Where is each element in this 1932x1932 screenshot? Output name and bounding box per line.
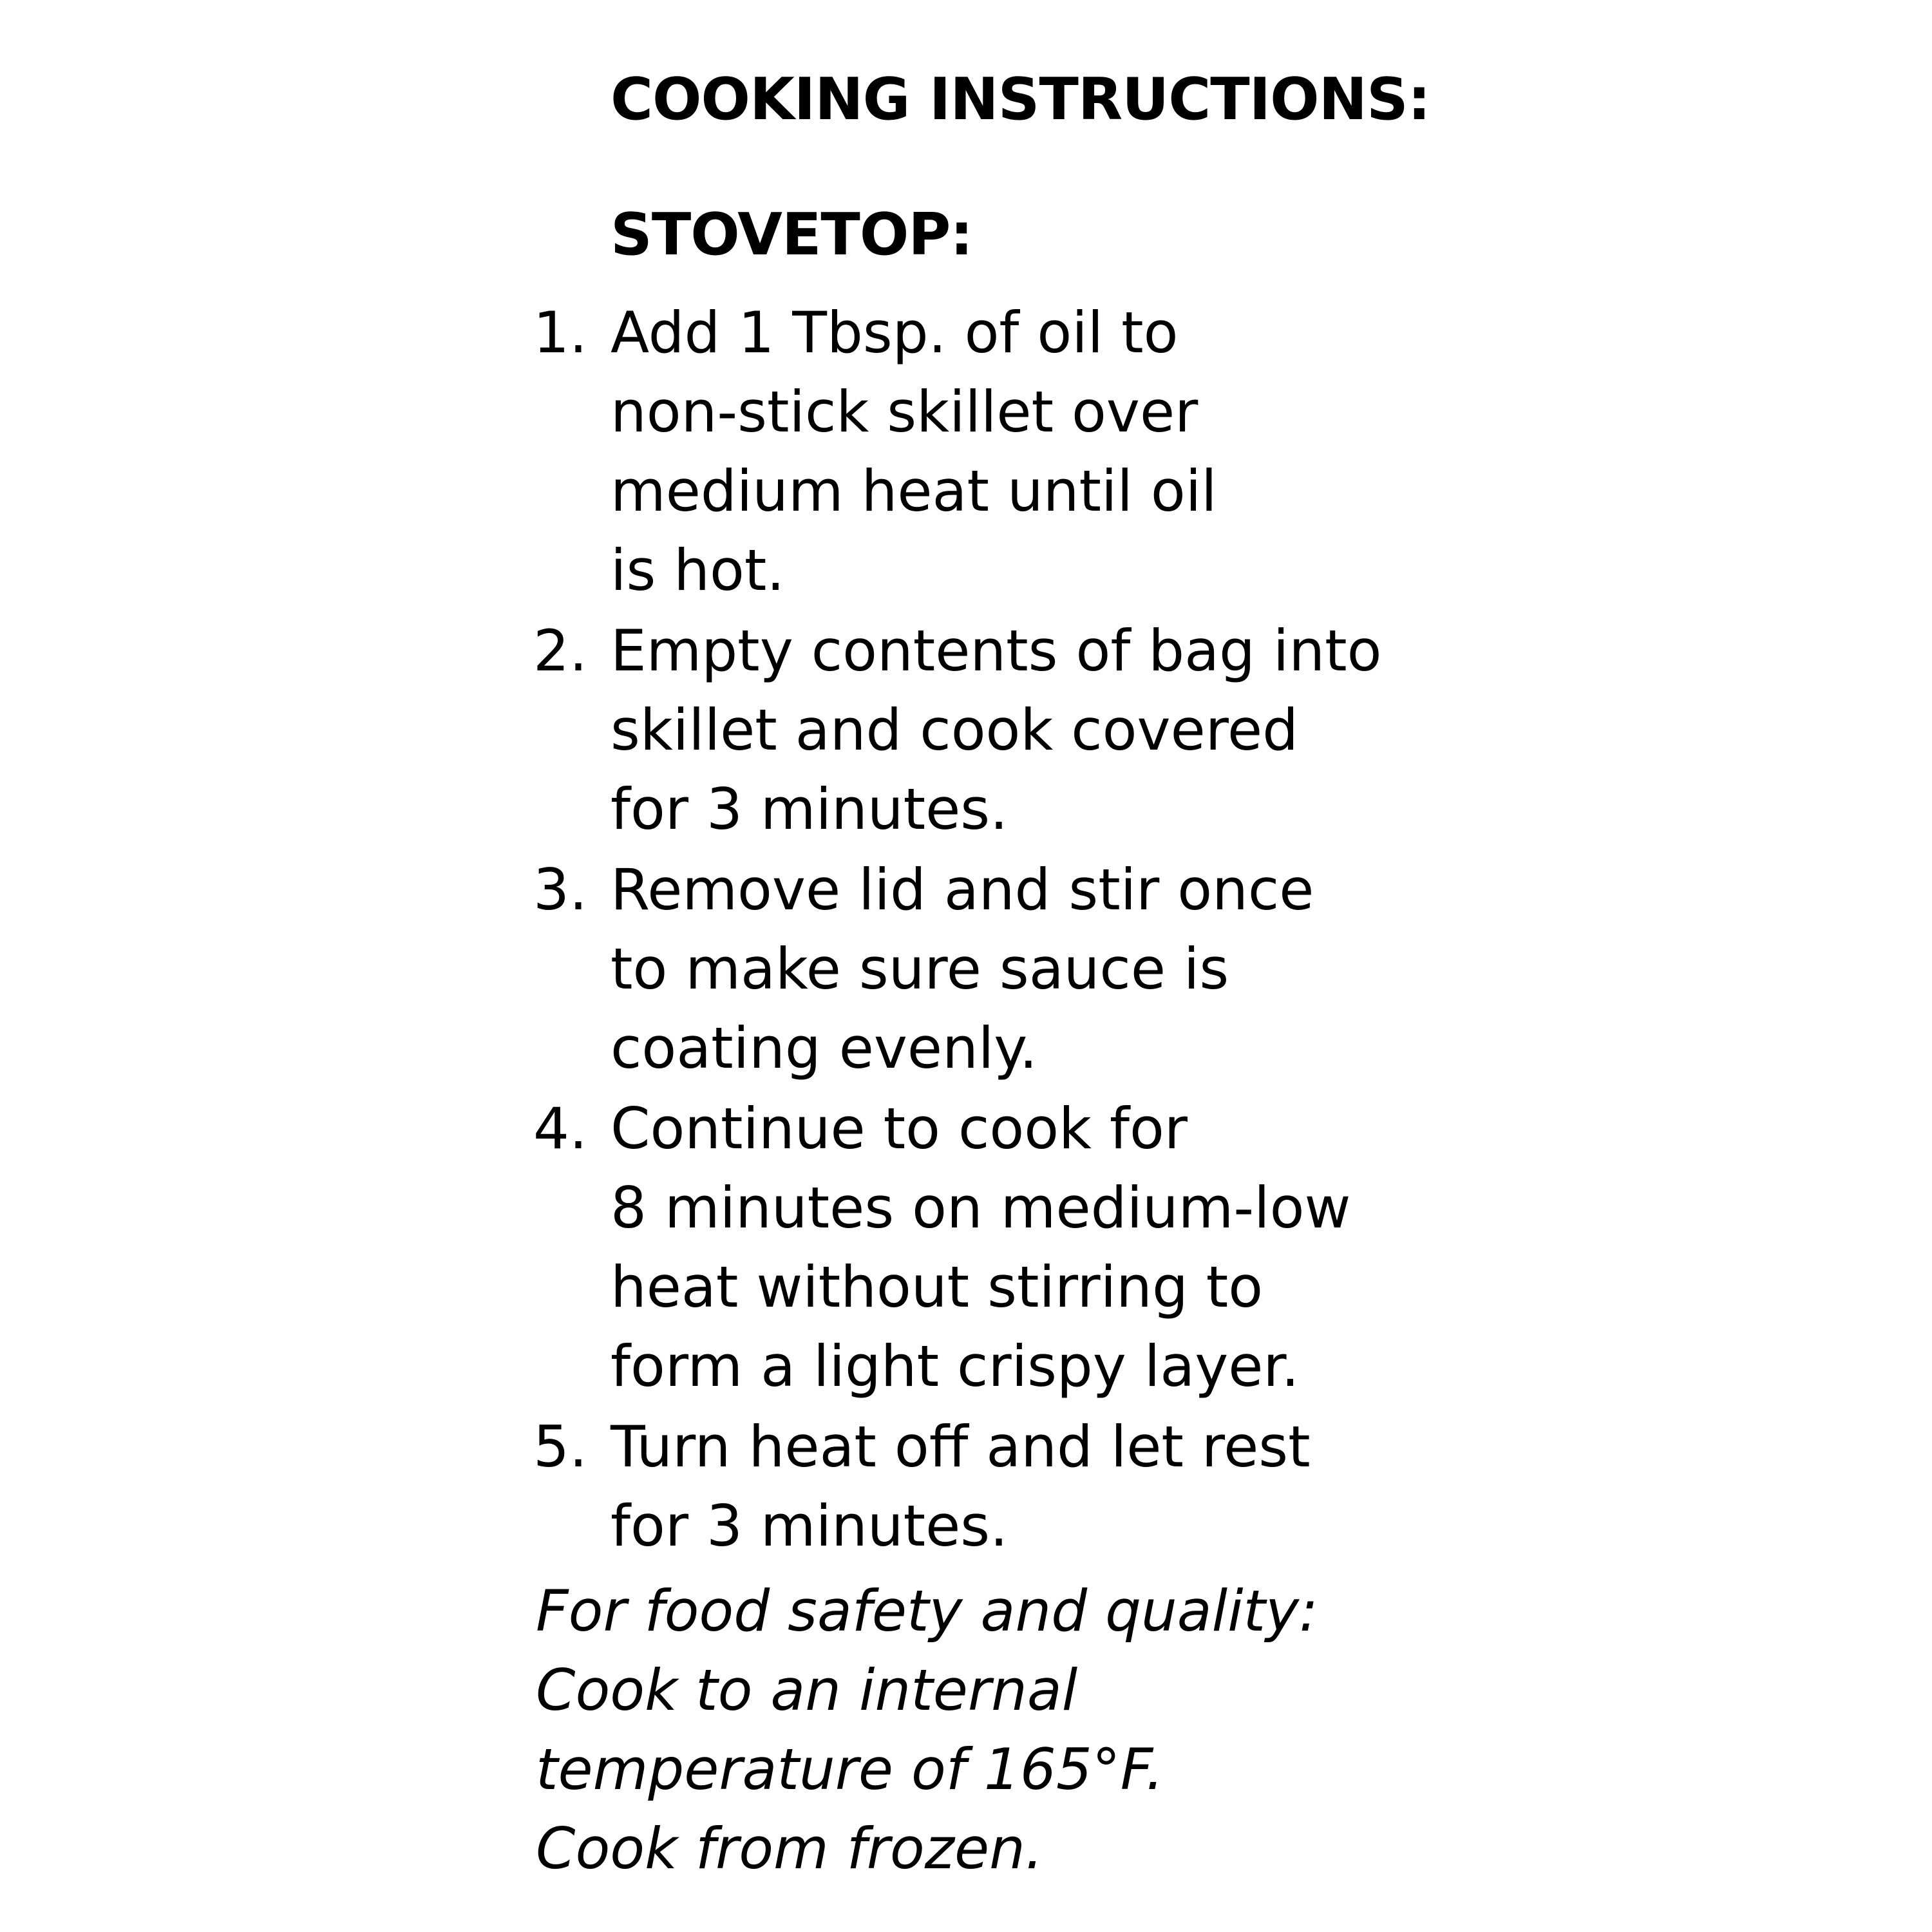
step-number: 4. <box>533 1095 587 1162</box>
step-number: 2. <box>533 618 587 684</box>
step-number: 3. <box>533 857 587 923</box>
step-text-line: medium heat until oil <box>611 458 1217 524</box>
step-text-line: non-stick skillet over <box>611 379 1198 445</box>
step-text-line: Turn heat off and let rest <box>611 1414 1311 1480</box>
step-text-line: is hot. <box>611 537 785 603</box>
step-text-line: for 3 minutes. <box>611 776 1009 842</box>
note-line: Cook from frozen. <box>536 1815 1043 1882</box>
step-number: 5. <box>533 1414 587 1480</box>
step-text-line: Add 1 Tbsp. of oil to <box>611 299 1179 366</box>
instruction-steps-list <box>0 293 1932 1567</box>
step-text-line: Continue to cook for <box>611 1095 1188 1162</box>
step-text-line: Empty contents of bag into <box>611 618 1382 684</box>
step-text-line: skillet and cook covered <box>611 697 1298 763</box>
step-text-line: for 3 minutes. <box>611 1493 1009 1559</box>
step-text-line: coating evenly. <box>611 1015 1037 1081</box>
step-text-line: 8 minutes on medium-low <box>611 1175 1351 1241</box>
step-5 <box>0 1407 1932 1566</box>
note-line: temperature of 165°F. <box>536 1736 1164 1803</box>
page-title: COOKING INSTRUCTIONS: <box>611 66 1430 133</box>
step-number: 1. <box>533 299 587 366</box>
note-line: Cook to an internal <box>536 1657 1078 1723</box>
section-heading-stovetop: STOVETOP: <box>611 201 973 269</box>
step-text-line: form a light crispy layer. <box>611 1333 1300 1399</box>
step-4 <box>0 1089 1932 1406</box>
step-text-line: heat without stirring to <box>611 1254 1264 1320</box>
note-line: For food safety and quality: <box>536 1578 1318 1644</box>
step-2 <box>0 611 1932 849</box>
step-3 <box>0 850 1932 1088</box>
step-text-line: Remove lid and stir once <box>611 857 1314 923</box>
step-text-line: to make sure sauce is <box>611 936 1229 1002</box>
food-safety-note <box>536 1571 1318 1888</box>
step-1 <box>0 293 1932 610</box>
